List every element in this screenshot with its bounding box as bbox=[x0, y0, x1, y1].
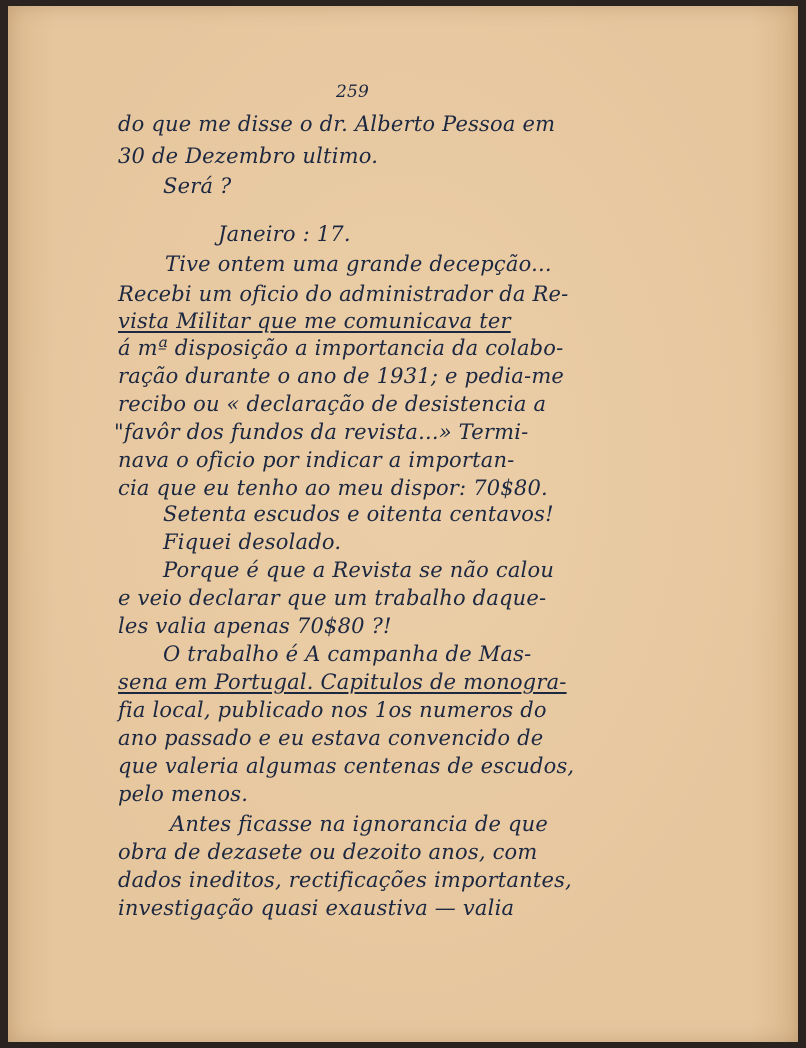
text-line-7: vista Militar que me comunicava ter bbox=[118, 309, 511, 333]
text-line-26: obra de dezasete ou dezoito anos, com bbox=[118, 840, 538, 864]
text-line-8: á mª disposição a importancia da colabo- bbox=[118, 336, 564, 360]
text-line-24: pelo menos. bbox=[118, 782, 249, 806]
manuscript-page bbox=[8, 6, 798, 1042]
text-line-11: "favôr dos fundos da revista...» Termi- bbox=[114, 420, 529, 444]
text-line-25: Antes ficasse na ignorancia de que bbox=[170, 812, 548, 836]
text-line-21: fia local, publicado nos 1os numeros do bbox=[118, 698, 547, 722]
text-line-1: do que me disse o dr. Alberto Pessoa em bbox=[118, 112, 556, 136]
text-line-6: Recebi um oficio do administrador da Re- bbox=[118, 282, 569, 306]
page-number: 259 bbox=[336, 82, 370, 102]
text-line-20: sena em Portugal. Capitulos de monogra- bbox=[118, 670, 567, 694]
text-line-5: Tive ontem uma grande decepção... bbox=[165, 252, 552, 276]
text-line-27: dados ineditos, rectificações importantes, bbox=[118, 868, 572, 892]
text-line-28: investigação quasi exaustiva — valia bbox=[118, 896, 515, 920]
text-line-18: les valia apenas 70$80 ?! bbox=[118, 614, 392, 638]
text-line-23: que valeria algumas centenas de escudos, bbox=[118, 754, 575, 778]
date-heading: Janeiro : 17. bbox=[218, 222, 351, 246]
text-line-16: Porque é que a Revista se não calou bbox=[163, 558, 555, 582]
text-line-14: Setenta escudos e oitenta centavos! bbox=[163, 502, 554, 526]
text-line-9: ração durante o ano de 1931; e pedia-me bbox=[118, 364, 565, 388]
text-line-19: O trabalho é A campanha de Mas- bbox=[163, 642, 532, 666]
text-line-22: ano passado e eu estava convencido de bbox=[118, 726, 544, 750]
text-line-13: cia que eu tenho ao meu dispor: 70$80. bbox=[118, 476, 548, 500]
text-line-3: Será ? bbox=[163, 174, 232, 198]
text-line-10: recibo ou « declaração de desistencia a bbox=[118, 392, 547, 416]
text-line-12: nava o oficio por indicar a importan- bbox=[118, 448, 515, 472]
text-line-15: Fiquei desolado. bbox=[163, 530, 342, 554]
text-line-17: e veio declarar que um trabalho daque- bbox=[118, 586, 547, 610]
text-line-2: 30 de Dezembro ultimo. bbox=[118, 144, 379, 168]
